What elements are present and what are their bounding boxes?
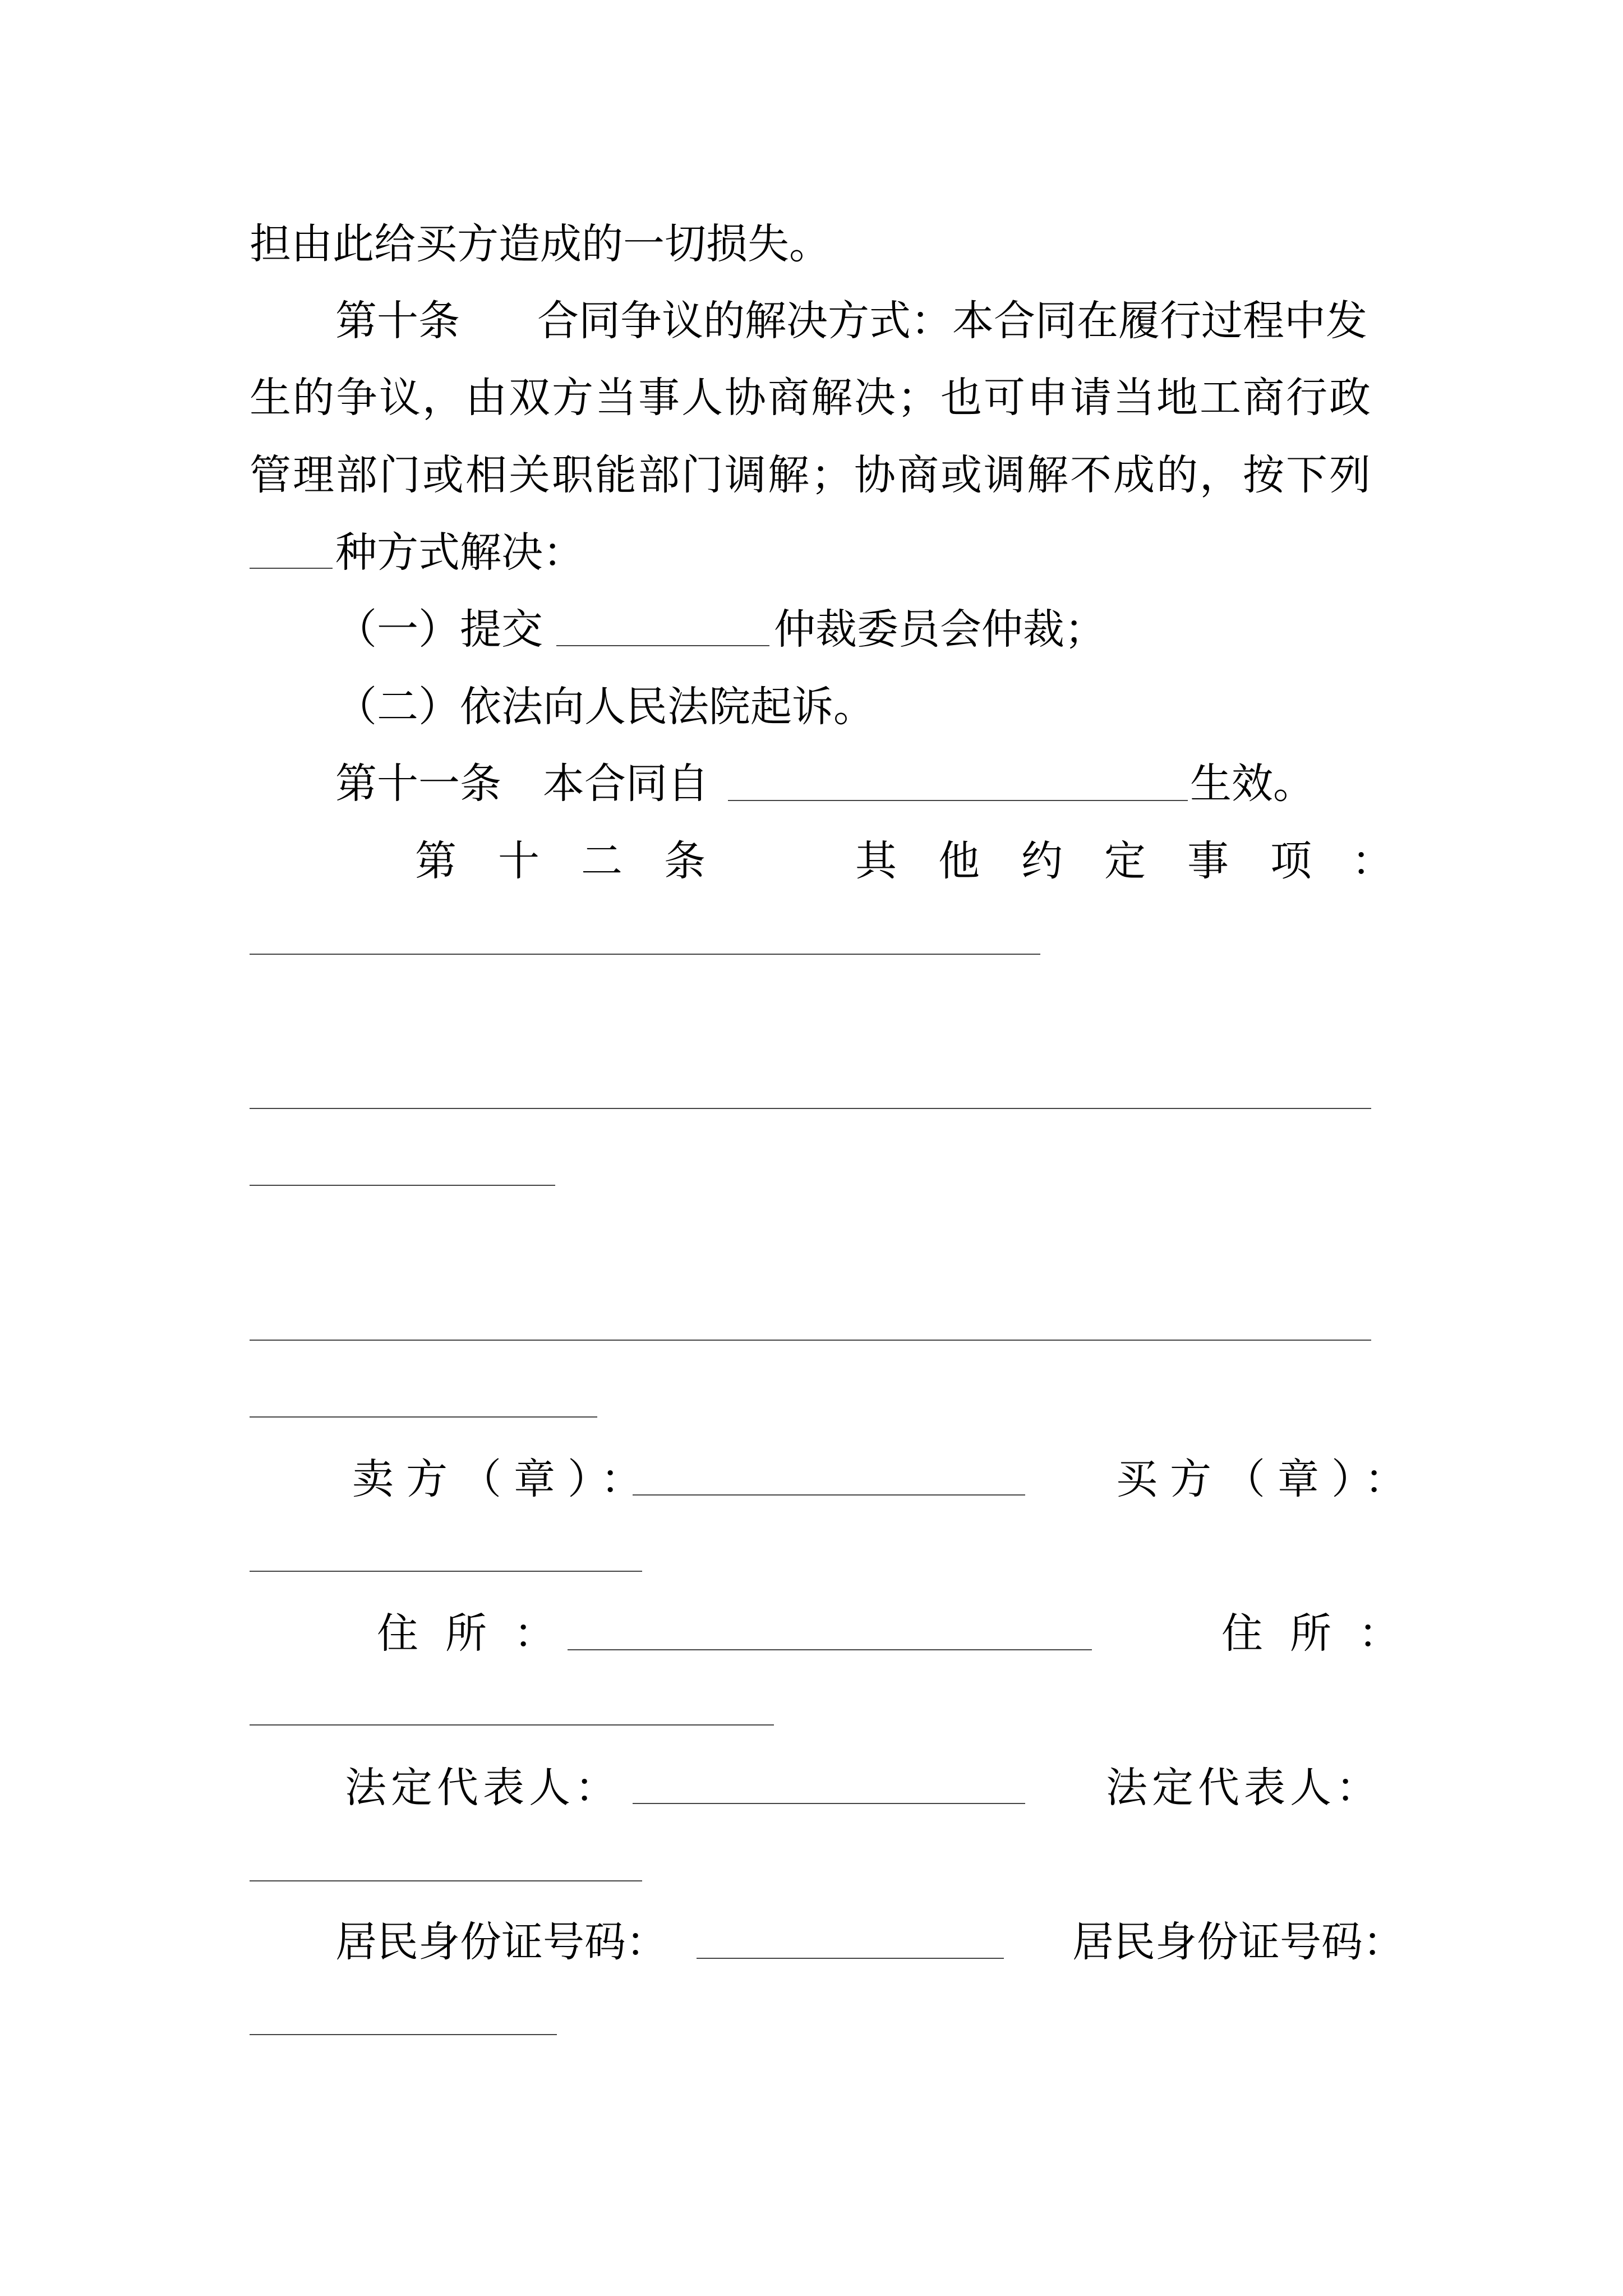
seller-legal-rep-label: 法定代表人： <box>345 1764 621 1812</box>
article-10-line-4: 种方式解决： <box>335 528 584 577</box>
other-terms-blank-3[interactable] <box>250 1185 555 1186</box>
other-terms-blank-1[interactable] <box>250 954 1040 955</box>
article-12-char: ： <box>1352 837 1393 885</box>
other-terms-blank-2[interactable] <box>250 1108 1371 1109</box>
article-12-char: 项 <box>1270 837 1312 885</box>
continuation-line: 担由此给买方造成的一切损失。 <box>250 220 831 268</box>
buyer-seal-blank[interactable] <box>250 1571 642 1572</box>
article-10-line-1: 合同争议的解决方式：本合同在履行过程中发 <box>537 297 1367 345</box>
seller-seal-label: 卖方（章）： <box>352 1455 654 1503</box>
seller-address-text: 住所： <box>377 1609 582 1658</box>
option-1-prefix: （一）提交 <box>335 605 543 654</box>
article-12-char: 十 <box>498 837 540 885</box>
seller-seal-blank[interactable] <box>633 1494 1025 1496</box>
article-12-char: 二 <box>581 837 623 885</box>
article-12-char: 其 <box>855 837 897 885</box>
article-12-char: 约 <box>1021 837 1063 885</box>
method-count-blank[interactable] <box>250 568 333 569</box>
article-11-prefix: 第十一条 本合同自 <box>335 760 709 808</box>
seller-id-blank[interactable] <box>697 1958 1004 1959</box>
buyer-address-blank[interactable] <box>250 1724 774 1726</box>
effective-date-blank[interactable] <box>728 800 1188 801</box>
article-12-char: 事 <box>1187 837 1229 885</box>
seller-id-label: 居民身份证号码： <box>335 1918 667 1966</box>
buyer-id-blank[interactable] <box>250 2034 557 2035</box>
other-terms-blank-4[interactable] <box>250 1340 1371 1341</box>
article-11-suffix: 生效。 <box>1190 760 1315 808</box>
article-12-char: 第 <box>415 837 457 885</box>
buyer-address-label <box>1221 1609 1427 1658</box>
buyer-id-label: 居民身份证号码： <box>1072 1918 1404 1966</box>
seller-address-blank[interactable] <box>568 1649 1092 1650</box>
seller-address-label <box>377 1609 582 1658</box>
article-12-char: 条 <box>664 837 706 885</box>
seller-legal-rep-blank[interactable] <box>633 1803 1025 1804</box>
buyer-legal-rep-blank[interactable] <box>250 1880 642 1881</box>
buyer-seal-label: 买方（章）： <box>1116 1455 1418 1503</box>
arbitration-committee-blank[interactable] <box>556 645 769 646</box>
buyer-address-text: 住所： <box>1221 1609 1427 1658</box>
article-12-char: 定 <box>1104 837 1146 885</box>
other-terms-blank-5[interactable] <box>250 1416 597 1418</box>
article-10-line-2: 生的争议，由双方当事人协商解决；也可申请当地工商行政 <box>250 374 1372 422</box>
article-10-line-3: 管理部门或相关职能部门调解；协商或调解不成的，按下列 <box>250 451 1372 499</box>
option-1-suffix: 仲裁委员会仲裁； <box>774 605 1106 654</box>
article-10-heading: 第十条 <box>335 297 460 345</box>
article-12-char: 他 <box>938 837 980 885</box>
buyer-legal-rep-label: 法定代表人： <box>1106 1764 1382 1812</box>
option-2: （二）依法向人民法院起诉。 <box>335 683 875 731</box>
